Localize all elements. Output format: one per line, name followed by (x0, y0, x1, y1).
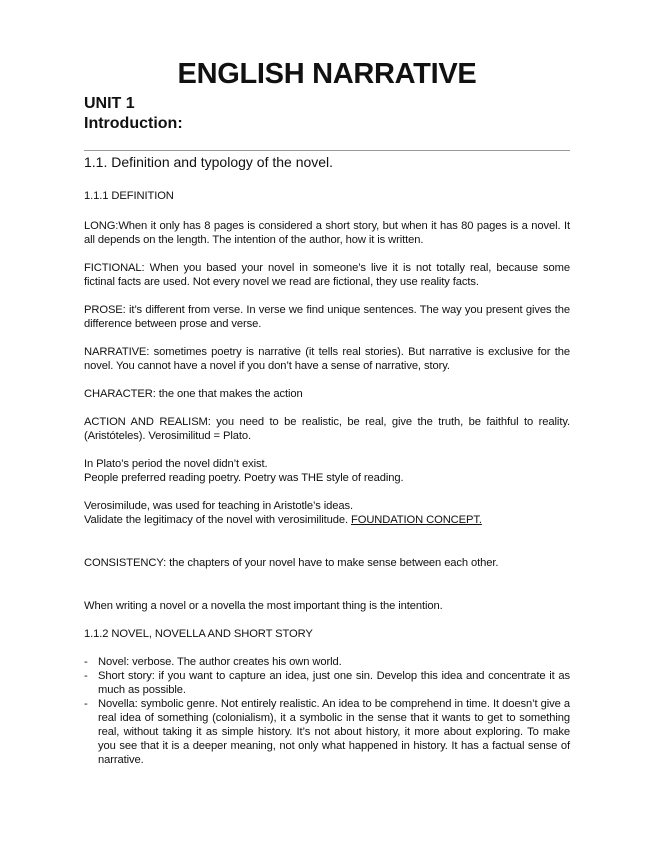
genre-list (84, 655, 570, 767)
paragraph-verosimilitude (84, 499, 570, 527)
paragraph-prose: PROSE: it’s different from verse. In verse we find unique sentences. The way you present gives the difference between prose and verse. (84, 304, 570, 330)
paragraph-consistency: CONSISTENCY: the chapters of your novel have to make sense between each other. (84, 557, 499, 569)
list-item (84, 669, 570, 697)
foundation-concept: FOUNDATION CONCEPT. (350, 514, 482, 526)
paragraph-fictional: FICTIONAL: When you based your novel in someone’s live it is not totally real, because some fictinal facts are used. Not every novel we read are fictional, they use reality facts. (84, 262, 570, 288)
unit-heading: UNIT 1 (84, 95, 135, 112)
paragraph-plato (84, 457, 570, 485)
list-item-text: Novella: symbolic genre. Not entirely realistic. An idea to be comprehend in time. It doesn’t give a real idea of something (colonialism), it a symbolic in the sense that it wants to get to something real, without taking it as simple history. It’s not about history, it more about exploring. To make you see that it is a deeper meaning, not only what happened in history. It has a factual sense of narrative. (98, 698, 570, 766)
horizontal-divider (84, 150, 570, 151)
paragraph-long: LONG:When it only has 8 pages is considered a short story, but when it has 80 pages is a novel. It all depends on the length. The intention of the author, how it is written. (84, 220, 570, 246)
verosimilitude-line-2 (84, 513, 570, 527)
subsection-heading-definition: 1.1.1 DEFINITION (84, 190, 174, 202)
paragraph-character: CHARACTER: the one that makes the action (84, 388, 303, 400)
list-item (84, 655, 570, 669)
introduction-heading: Introduction: (84, 115, 183, 132)
subsection-heading-types: 1.1.2 NOVEL, NOVELLA AND SHORT STORY (84, 628, 313, 640)
list-item (84, 697, 570, 767)
verosimilitude-line-2-text: Validate the legitimacy of the novel with verosimilitude. (84, 514, 351, 526)
paragraph-narrative: NARRATIVE: sometimes poetry is narrative (it tells real stories). But narrative is exclusive for the novel. You cannot have a novel if you don’t have a sense of narrative, story. (84, 346, 570, 372)
bullet-dash: - (84, 656, 88, 668)
bullet-dash: - (84, 698, 88, 710)
verosimilitude-line-1: Verosimilude, was used for teaching in Aristotle’s ideas. (84, 500, 353, 512)
paragraph-intention: When writing a novel or a novella the most important thing is the intention. (84, 600, 443, 612)
paragraph-action-realism: ACTION AND REALISM: you need to be realistic, be real, give the truth, be faithful to reality. (Aristóteles). Verosimilitud = Plato. (84, 416, 570, 442)
plato-line-1: In Plato’s period the novel didn’t exist. (84, 458, 268, 470)
bullet-dash: - (84, 670, 88, 682)
list-item-text: Novel: verbose. The author creates his own world. (98, 656, 342, 668)
section-heading: 1.1. Definition and typology of the novel. (84, 154, 334, 170)
list-item-text: Short story: if you want to capture an idea, just one sin. Develop this idea and concentrate it as much as possible. (98, 670, 570, 696)
plato-line-2: People preferred reading poetry. Poetry was THE style of reading. (84, 472, 404, 484)
page-title: ENGLISH NARRATIVE (177, 58, 477, 90)
